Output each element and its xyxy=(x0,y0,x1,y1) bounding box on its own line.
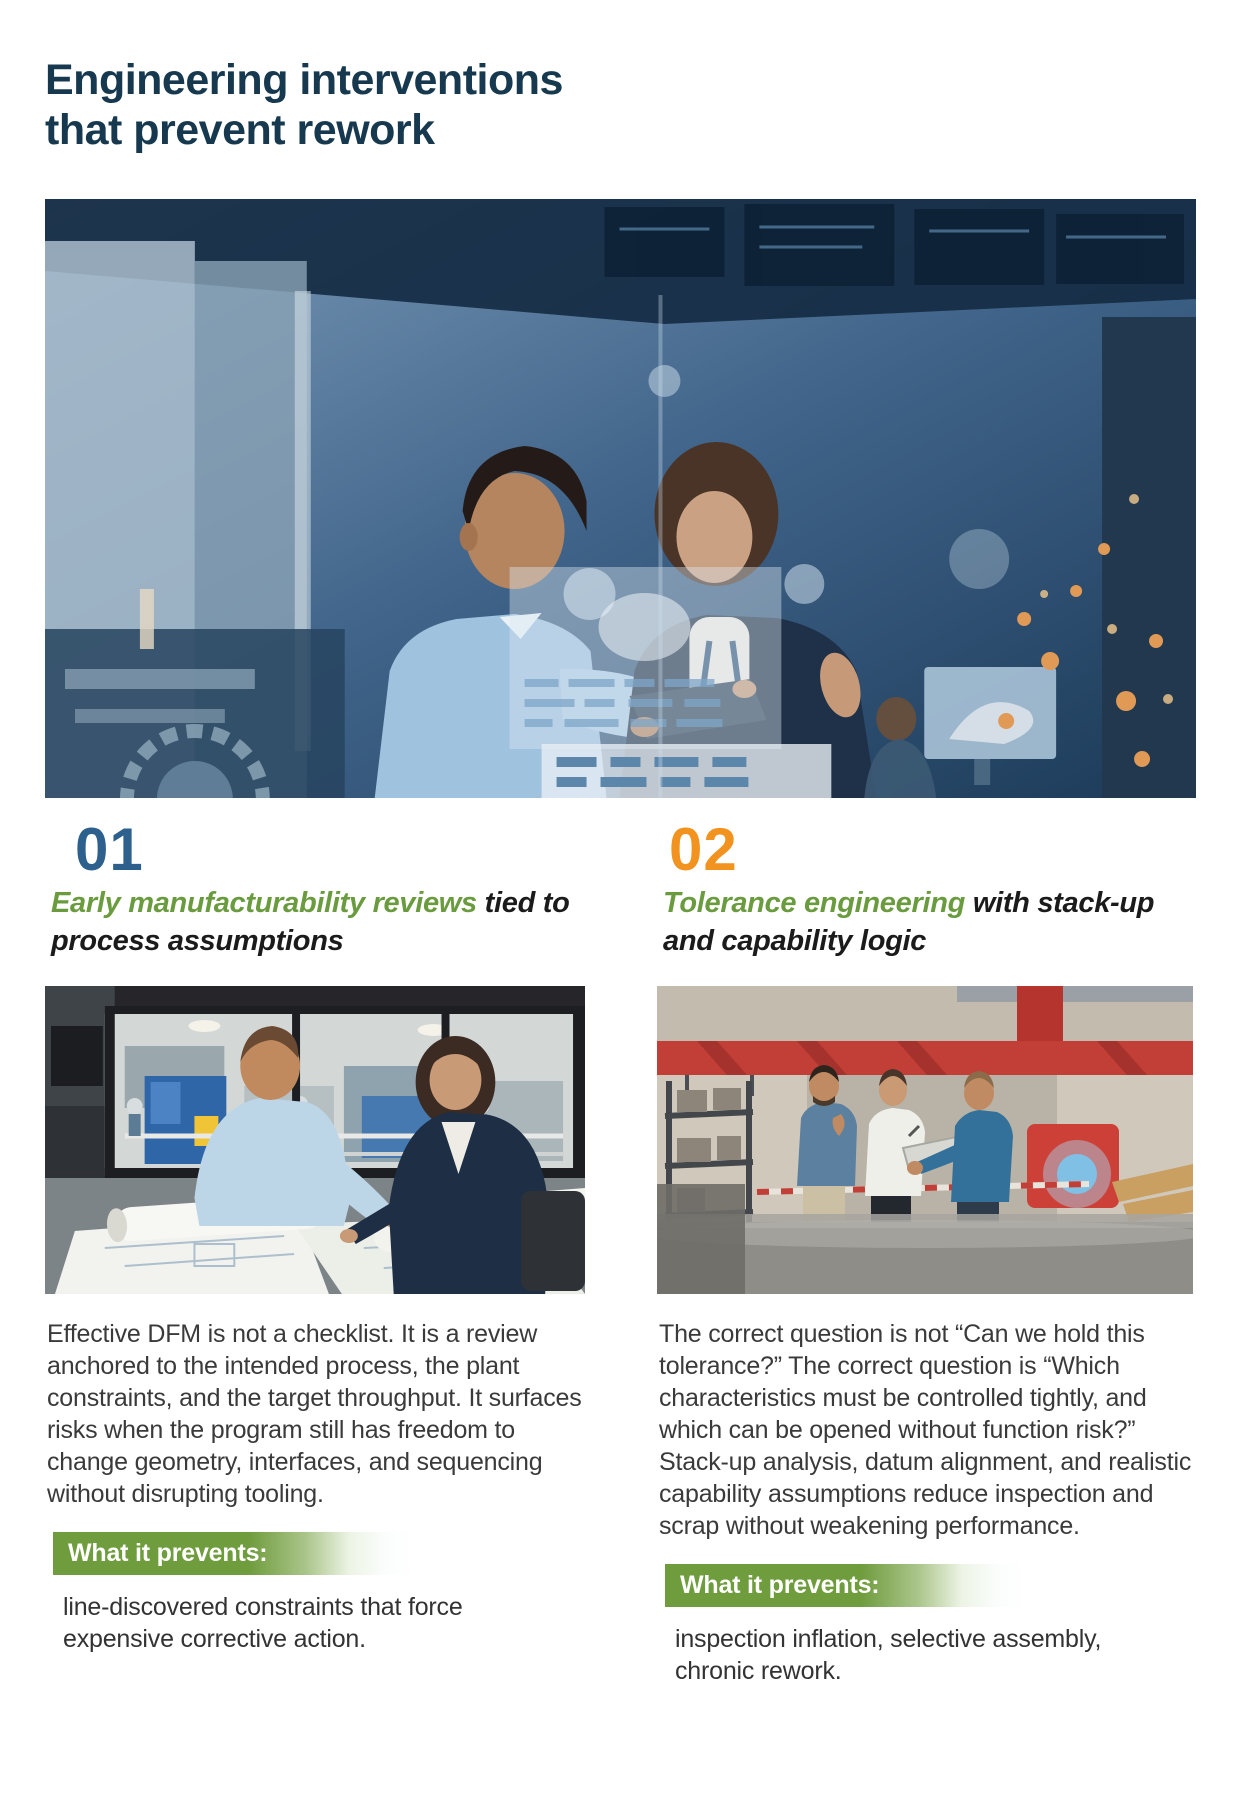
section-01-number: 01 xyxy=(75,816,144,883)
section-02-prevents-text: inspection inflation, selective assembly, chronic rework. xyxy=(675,1625,1102,1685)
section-01-heading-accent: Early manufacturability reviews xyxy=(51,887,477,919)
blueprint-review-photo-illustration xyxy=(45,986,585,1294)
hero-photo xyxy=(45,199,1196,798)
page-title-line2: that prevent rework xyxy=(45,106,435,154)
section-01-heading-rest: tied to process assumptions xyxy=(51,887,570,957)
section-01-prevents-badge xyxy=(53,1532,415,1575)
section-01-photo xyxy=(45,986,585,1294)
section-02-prevents-label: What it prevents: xyxy=(680,1571,880,1599)
hero-photo-illustration xyxy=(45,199,1196,798)
section-02-body: The correct question is not “Can we hold this tolerance?” The correct question is “Which characteristics must be controlled tightly, and which can be opened without function risk?” Stack-up analysis, datum alignment, and realistic capability assumptions reduce inspection and scrap without weakening performance. xyxy=(659,1320,1192,1540)
page-title xyxy=(45,55,1196,155)
section-02-prevents-badge xyxy=(665,1564,1027,1607)
section-02-heading-rest: with stack-up and capability logic xyxy=(663,887,1155,957)
factory-floor-discussion-photo-illustration xyxy=(657,986,1193,1294)
section-02-heading xyxy=(663,884,1193,960)
section-01-heading xyxy=(51,884,585,960)
section-01 xyxy=(45,816,585,1687)
two-column-layout xyxy=(45,816,1196,1687)
document-page xyxy=(0,55,1241,1809)
section-02-photo xyxy=(657,986,1193,1294)
page-title-line1: Engineering interventions xyxy=(45,56,563,104)
section-01-prevents-label: What it prevents: xyxy=(68,1539,268,1567)
section-02 xyxy=(657,816,1193,1687)
section-02-heading-accent: Tolerance engineering xyxy=(663,887,966,919)
section-01-body: Effective DFM is not a checklist. It is a review anchored to the intended process, the plant constraints, and the target throughput. It surfaces risks when the program still has freedom to change geometry, interfaces, and sequencing without disrupting tooling. xyxy=(47,1320,582,1508)
section-01-prevents-text: line-discovered constraints that force expensive corrective action. xyxy=(63,1593,463,1653)
section-02-number: 02 xyxy=(669,816,738,883)
